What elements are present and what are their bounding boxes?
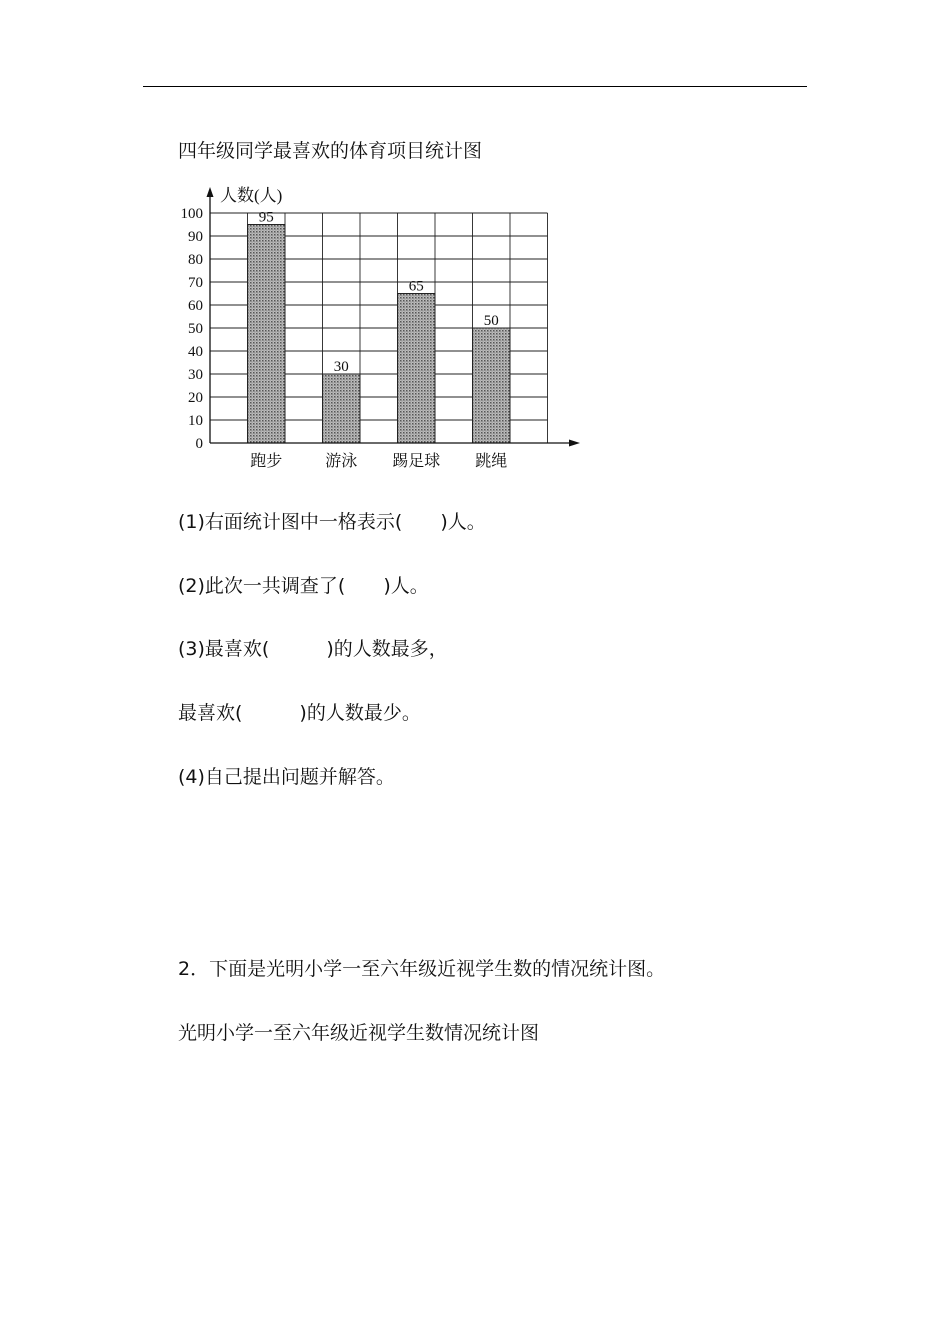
y-tick-label-70: 70 <box>188 275 203 291</box>
data-label-跳绳: 50 <box>483 313 499 329</box>
y-tick-label-20: 20 <box>188 390 203 406</box>
y-tick-label-30: 30 <box>188 367 203 383</box>
y-tick-label-50: 50 <box>188 321 203 337</box>
category-label-踢足球: 踢足球 <box>392 453 441 470</box>
problem-2-chart-title: 光明小学一至六年级近视学生数情况统计图 <box>178 1022 540 1044</box>
y-tick-label-0: 0 <box>195 436 203 452</box>
y-tick-label-90: 90 <box>188 229 203 245</box>
data-label-踢足球: 65 <box>408 278 424 295</box>
problem-2-heading: 2．下面是光明小学一至六年级近视学生数的情况统计图。 <box>178 958 666 980</box>
category-label-跳绳: 跳绳 <box>475 453 508 470</box>
chart-title: 四年级同学最喜欢的体育项目统计图 <box>178 140 483 162</box>
bar-游泳 <box>323 374 361 443</box>
question-4: (4)自己提出问题并解答。 <box>178 766 395 788</box>
y-tick-label-100: 100 <box>180 206 203 222</box>
y-tick-label-80: 80 <box>188 252 203 268</box>
y-axis-label: 人数(人) <box>220 186 283 205</box>
question-1: (1)右面统计图中一格表示( )人。 <box>178 511 486 533</box>
data-label-游泳: 30 <box>333 359 349 375</box>
bar-踢足球 <box>398 294 436 444</box>
y-axis-arrow <box>207 187 214 197</box>
bar-跳绳 <box>473 328 511 443</box>
y-tick-label-10: 10 <box>188 413 203 429</box>
question-3-most: (3)最喜欢( )的人数最多， <box>178 638 448 660</box>
chart-bars <box>248 225 511 444</box>
y-tick-label-60: 60 <box>188 298 203 314</box>
bar-跑步 <box>248 225 286 444</box>
bar-chart <box>160 180 590 475</box>
data-label-跑步: 95 <box>258 209 274 226</box>
category-label-跑步: 跑步 <box>250 453 283 470</box>
header-rule <box>143 86 807 87</box>
category-label-游泳: 游泳 <box>325 453 358 470</box>
y-tick-label-40: 40 <box>188 344 203 360</box>
x-axis-arrow <box>569 440 580 447</box>
question-2: (2)此次一共调查了( )人。 <box>178 575 429 597</box>
question-3-least: 最喜欢( )的人数最少。 <box>178 702 421 724</box>
